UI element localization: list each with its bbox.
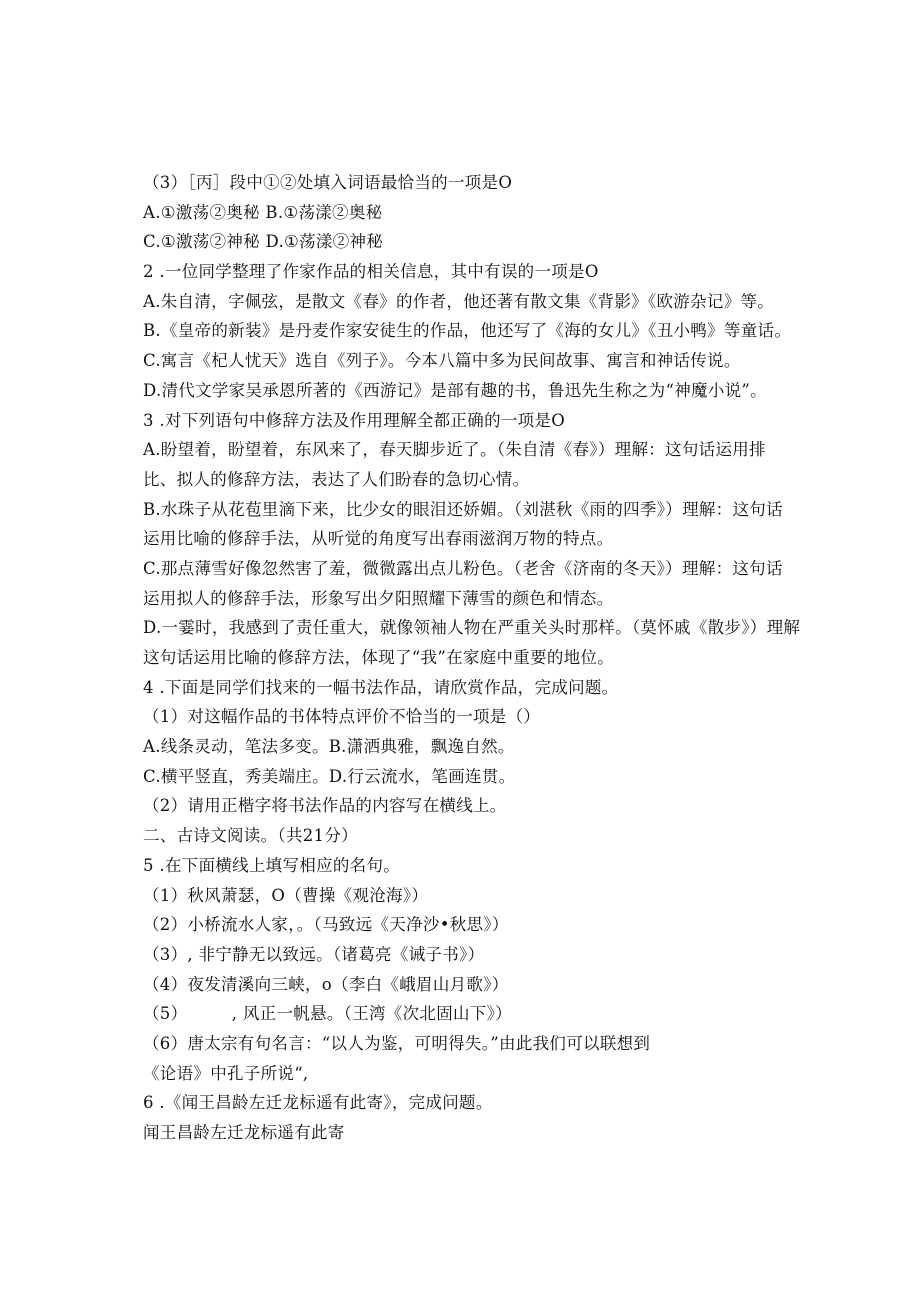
text-line: C.寓言《杞人忧天》选自《列子》。今本八篇中多为民间故事、寓言和神话传说。 [143,351,741,371]
text-line: 二、古诗文阅读。（共21分） [143,826,358,846]
text-line: A.朱自清，字佩弦，是散文《春》的作者，他还著有散文集《背影》《欧游杂记》等。 [143,291,775,311]
text-line: （2）请用正楷字将书法作品的内容写在横线上。 [143,796,507,816]
question-text-block [143,168,843,1148]
text-line: A.盼望着，盼望着，东风来了，春天脚步近了。（朱自清《春》）理解：这句话运用排 [143,440,766,460]
text-line: 5 .在下面横线上填写相应的名句。 [143,855,401,875]
text-line: （3）, 非宁静无以致远。（诸葛亮《诫子书》） [143,944,485,964]
text-line: （3）［丙］段中①②处填入词语最恰当的一项是O [143,173,513,192]
text-line: （5） , 风正一帆悬。（王湾《次北固山下》） [143,1004,512,1024]
text-line: （1）对这幅作品的书体特点评价不恰当的一项是（） [143,707,541,727]
text-line: 4 .下面是同学们找来的一幅书法作品，请欣赏作品，完成问题。 [143,677,619,697]
text-line: C.那点薄雪好像忽然害了羞，微微露出点儿粉色。（老舍《济南的冬天》）理解：这句话 [143,558,783,578]
text-line: C.①激荡②神秘 D.①荡漾②神秘 [143,232,384,252]
text-line: C.横平竖直，秀美端庄。D.行云流水，笔画连贯。 [143,766,516,786]
text-line: D.一霎时，我感到了责任重大，就像领袖人物在严重关头时那样。（莫怀戚《散步》）理解 [143,618,801,638]
text-line: D.清代文学家吴承恩所著的《西游记》是部有趣的书，鲁迅先生称之为“神魔小说”。 [143,380,767,400]
text-line: B.《皇帝的新装》是丹麦作家安徒生的作品，他还写了《海的女儿》《丑小鸭》等童话。 [143,321,792,341]
text-line: （4）夜发清溪向三峡，o（李白《峨眉山月歌》） [143,974,509,994]
text-line: 这句话运用比喻的修辞方法，体现了“我”在家庭中重要的地位。 [143,648,615,667]
text-line: 《论语》中孔子所说“, [143,1063,309,1083]
text-line: A.①激荡②奥秘 B.①荡漾②奥秘 [143,202,383,222]
text-line: 2 .一位同学整理了作家作品的相关信息，其中有误的一项是O [143,262,599,282]
text-line: 比、拟人的修辞方法，表达了人们盼春的急切心情。 [143,469,530,489]
text-line: A.线条灵动，笔法多变。B.潇洒典雅，飘逸自然。 [143,737,515,757]
text-line: （2）小桥流水人家，。（马致远《天净沙•秋思》） [143,915,509,935]
text-line: 运用比喻的修辞手法，从听觉的角度写出春雨滋润万物的特点。 [143,529,614,549]
text-line: B.水珠子从花苞里滴下来，比少女的眼泪还娇媚。（刘湛秋《雨的四季》）理解：这句话 [143,499,783,519]
text-line: （6）唐太宗有句名言：“以人为鉴，可明得失。”由此我们可以联想到 [143,1033,651,1053]
text-line: 3 .对下列语句中修辞方法及作用理解全都正确的一项是O [143,410,566,430]
text-line: 闻王昌龄左迁龙标遥有此寄 [143,1123,345,1142]
text-line: 运用拟人的修辞手法，形象写出夕阳照耀下薄雪的颜色和情态。 [143,588,614,608]
text-line: 6 .《闻王昌龄左迁龙标遥有此寄》，完成问题。 [143,1093,493,1113]
text-line: （1）秋风萧瑟，O（曹操《观沧海》） [143,885,429,905]
